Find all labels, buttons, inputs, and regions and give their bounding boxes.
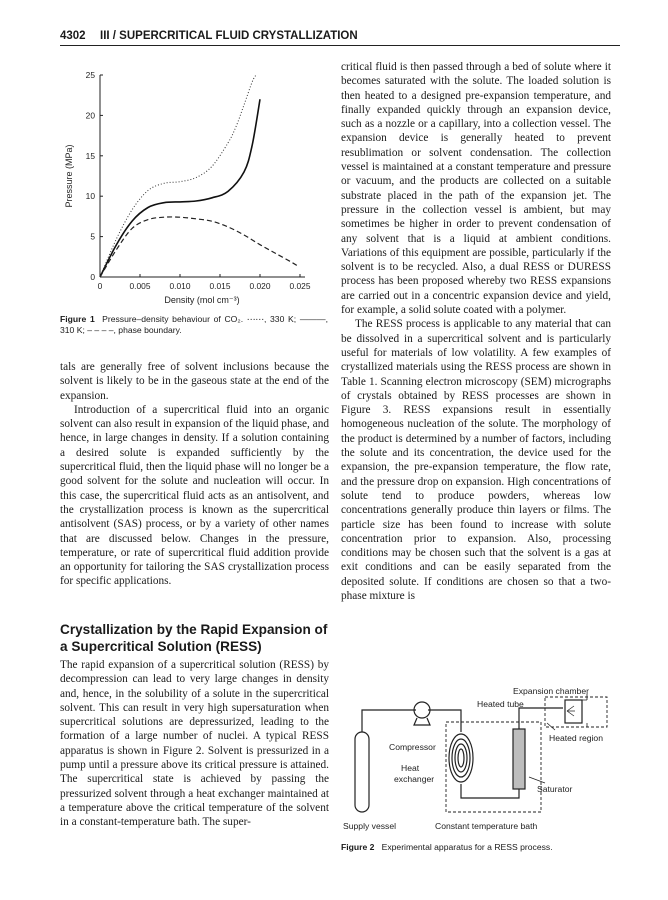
left-paragraph-2: Introduction of a supercritical fluid into an organic solvent can also result in expansion of the liquid phase, and hence, in large changes in density. If a solution containing a desired solute is expanded sufficiently by the supercritical fluid, then the liquid phase will no longer be a good solvent for the solute and nucleation will occur. In this case, the supercritical fluid acts as an antisolvent, and the crystallization process is known as the supercritical antisolvent (SAS) process, or by a variety of other names that are discussed below. Changes in the pressure, temperature, or rate of supercritical fluid addition provide an opportunity for tailoring the SAS crystallization process for specific applications. (60, 403, 329, 588)
left-column (60, 360, 329, 589)
compressor (414, 702, 430, 718)
chart-ticks (86, 70, 311, 291)
figure-1-caption (60, 314, 328, 336)
figure-1-text: Pressure–density behaviour of CO₂. ⋯⋯, 330 K; ———, 310 K; – – – –, phase boundary. (60, 314, 329, 335)
chart-axes (100, 75, 305, 277)
y-axis-label: Pressure (MPa) (64, 144, 74, 208)
x-tick-label: 0.010 (169, 281, 191, 291)
x-tick-label: 0 (97, 281, 103, 291)
figure-1-label: Figure 1 (60, 314, 95, 324)
pipe-coil-saturator (461, 784, 519, 798)
figure-2-label: Figure 2 (341, 842, 375, 852)
saturator-arrow (529, 777, 545, 783)
y-tick-label: 5 (90, 231, 95, 242)
right-paragraph-2: The RESS process is applicable to any material that can be dissolved in a supercritical solvent and is particularly useful for materials of low volatility. A few examples of crystallized materials using the RESS process are shown in Table 1. Scanning electron microscopy (SEM) micrographs of crystals obtained by RESS processes are shown in Figure 3. RESS expansions result in essentially homogeneous nucleation of the solute. The morphology of the product is determined by a number of factors, including the solute and its concentration, the device used for the expansion, the pre-expansion temperature, the flow rate, and the pressure drop on expansion. High concentrations of solute tend to produce powders, whereas low concentrations generally produce thin layers or films. The particle size has been found to increase with solute concentration prior to expansion. Also, processing conditions may be chosen such that the solvent is a gas at exit conditions and can be easily separated from the deposited solute. If conditions are chosen so that a two-phase mixture is (341, 318, 611, 602)
heated-region-arrow (547, 723, 555, 730)
supply-vessel (355, 732, 369, 812)
x-tick-label: 0.015 (209, 281, 231, 291)
heat-exchanger-coil (449, 734, 473, 782)
y-tick-label: 15 (85, 150, 95, 161)
label-heated-tube: Heated tube (477, 699, 524, 709)
label-compressor: Compressor (389, 742, 436, 752)
pipe-compressor-coil (428, 710, 461, 732)
left-paragraph-1: tals are generally free of solvent inclusions because the solvent is likely to be in the gaseous state at the end of the expansion. (60, 361, 329, 402)
x-axis-label: Density (mol cm⁻³) (164, 295, 240, 305)
y-tick-label: 20 (85, 110, 95, 121)
figure-2-caption (341, 842, 611, 853)
figure-1-chart (60, 60, 330, 310)
right-paragraph-1: critical fluid is then passed through a bed of solute where it becomes saturated with the solute. The loaded solution is then heated to a designed pre-expansion temperature, and finally expanded quickly through an expansion device, such as a nozzle or a capillary, into a collection vessel. The expansion device is generally heated to prevent resublimation or solvent condensation. The collection vessel is maintained at a constant temperature and pressure or vacuum, and the products are collected on a suitable substrate placed in the path of the expansion jet. The pressure in the collection vessel is ambient, but may sometimes be higher in order to prevent condensation of any solvent that is a liquid at ambient conditions. Variations of this equipment are possible, particularly if the solvent is to be recycled. Also, a dual RESS or DURESS process has been proposed whereby two RESS expansions are carried out in a concentric expansion device and yield, for example, a solid solute coated with a polymer. (341, 61, 611, 317)
y-tick-label: 0 (90, 272, 95, 282)
figure-2-text: Experimental apparatus for a RESS process. (381, 842, 553, 852)
series-line-330-k (100, 75, 256, 277)
left-paragraph-3: The rapid expansion of a supercritical solution (RESS) by decompression can lead to very large changes in density and, hence, in the solubility of a solute in the supercritical solvent. This can result in very high supersaturation when supercritical solutions are depressurized, leading to the formation of a large number of nuclei. A typical RESS apparatus is shown in Figure 2. Solvent is pressurized in a pump until a pressure above its critical pressure is attained. The supercritical state is achieved by passing the pressurized solvent through a heat exchanger maintained at a temperature above the critical temperature of the solvent in a constant-temperature bath. The super- (60, 659, 329, 829)
series-line-phase-boundary (100, 217, 298, 277)
label-exchanger: exchanger (394, 774, 435, 784)
figure-2-diagram (341, 680, 616, 840)
compressor-base (414, 718, 430, 725)
header-rule (60, 45, 620, 46)
running-title: III / SUPERCRITICAL FLUID CRYSTALLIZATION (100, 30, 358, 42)
label-supply-vessel: Supply vessel (343, 821, 397, 831)
running-header (60, 30, 620, 46)
label-heat: Heat (401, 763, 420, 773)
right-column (341, 60, 611, 603)
pipe-heated-tube (519, 708, 563, 722)
x-tick-label: 0.025 (289, 281, 311, 291)
left-column-lower (60, 658, 329, 830)
saturator (513, 729, 525, 789)
y-tick-label: 25 (85, 70, 95, 80)
label-bath: Constant temperature bath (435, 821, 538, 831)
x-tick-label: 0.005 (129, 281, 151, 291)
chamber-bracket (582, 694, 587, 727)
label-expansion-chamber: Expansion chamber (513, 686, 589, 696)
pipe-supply-compressor (362, 710, 416, 732)
label-heated-region: Heated region (549, 733, 603, 743)
x-tick-label: 0.020 (249, 281, 271, 291)
chart-series (100, 75, 298, 277)
y-tick-label: 10 (85, 191, 95, 202)
page-number: 4302 (60, 30, 86, 42)
label-saturator: Saturator (537, 784, 573, 794)
section-heading-ress: Crystallization by the Rapid Expansion of a Supercritical Solution (RESS) (60, 622, 328, 654)
expansion-jet (567, 706, 575, 716)
